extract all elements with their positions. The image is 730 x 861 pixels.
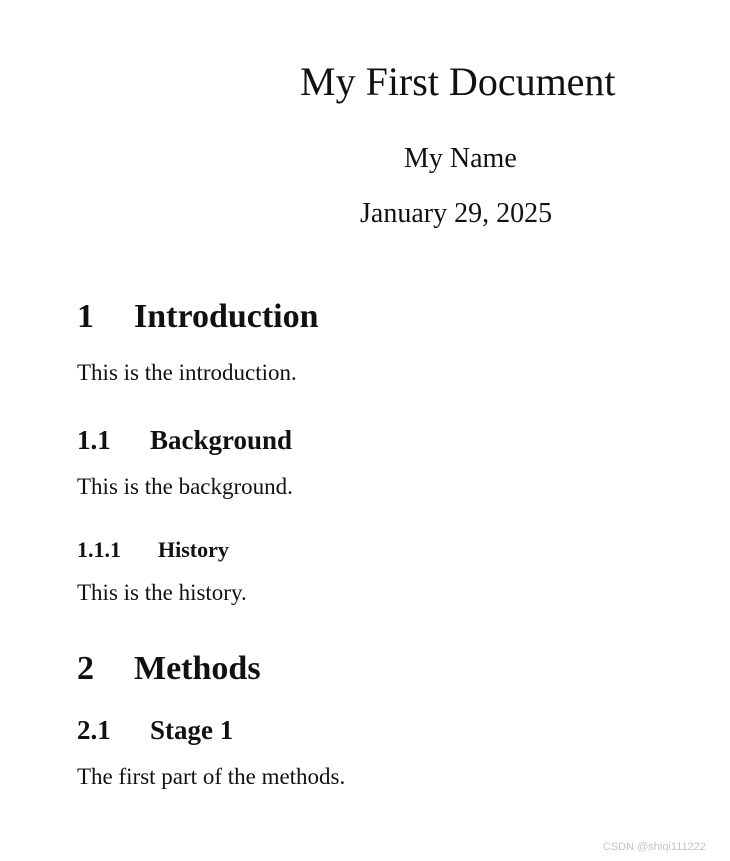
subsubsection-title: History	[158, 537, 229, 562]
subsubsection-number: 1.1.1	[77, 537, 121, 562]
document-author: My Name	[404, 143, 517, 174]
subsection-paragraph: This is the background.	[77, 474, 293, 499]
subsection-heading	[77, 715, 233, 746]
section-title: Methods	[134, 650, 261, 687]
section-number: 2	[77, 650, 94, 687]
subsection-heading	[77, 425, 292, 456]
section-title: Introduction	[134, 298, 319, 335]
subsection-title: Background	[150, 425, 293, 455]
section-paragraph: This is the introduction.	[77, 360, 297, 385]
subsection-paragraph: The first part of the methods.	[77, 764, 346, 789]
document-title: My First Document	[300, 59, 616, 104]
subsubsection-heading	[77, 537, 229, 563]
document-date: January 29, 2025	[360, 198, 553, 229]
section-number: 1	[77, 298, 94, 335]
subsubsection-paragraph: This is the history.	[77, 580, 247, 605]
section-heading	[77, 650, 261, 688]
subsection-number: 2.1	[77, 715, 111, 745]
subsection-number: 1.1	[77, 425, 111, 455]
section-heading	[77, 298, 319, 336]
watermark: CSDN @shiqi111222	[602, 841, 706, 853]
subsection-title: Stage 1	[150, 715, 234, 745]
